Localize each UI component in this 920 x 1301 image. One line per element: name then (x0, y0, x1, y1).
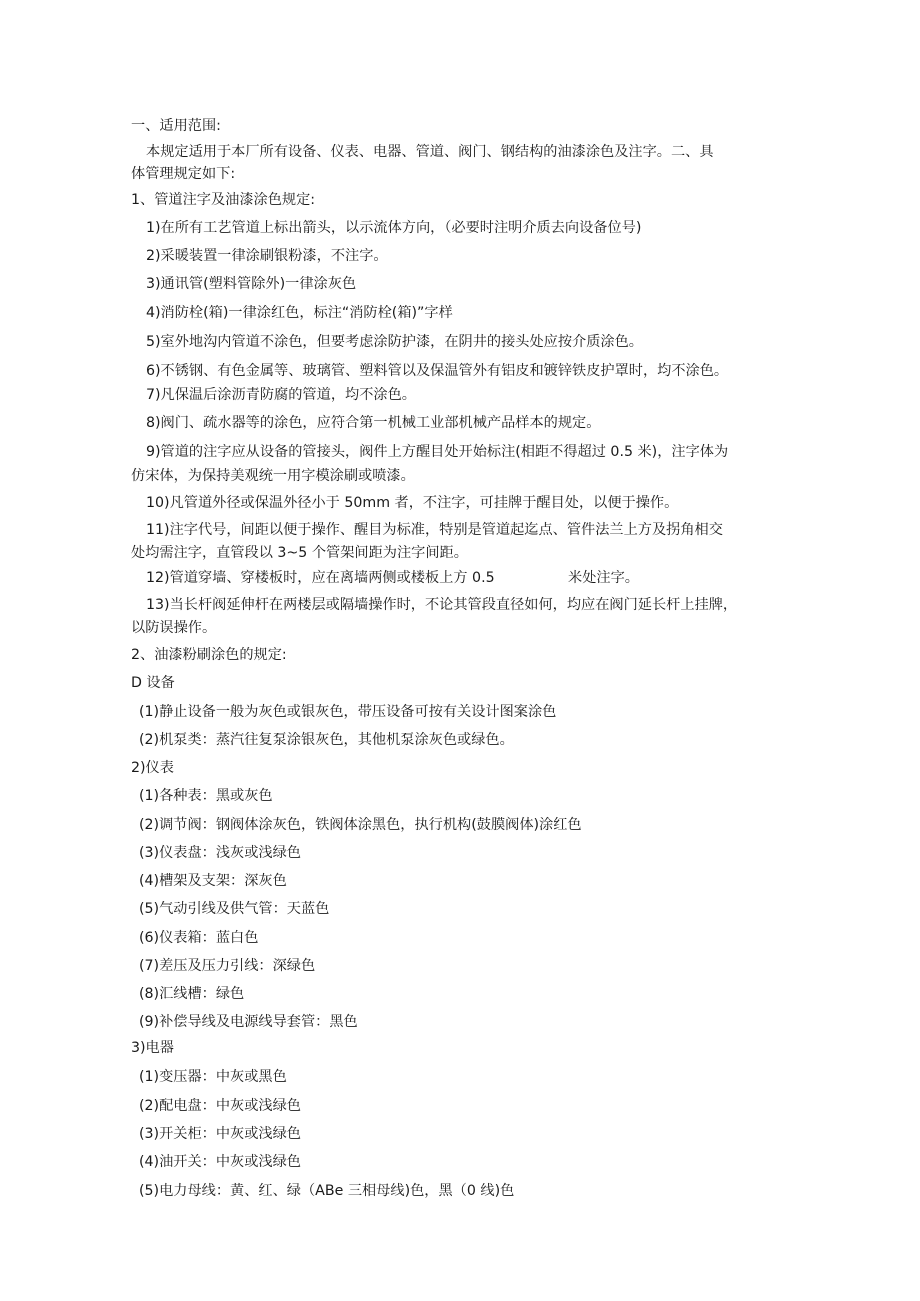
electrical-item: (4)油开关：中灰或浅绿色 (139, 1154, 301, 1170)
pipe-rule-item: 4)消防栓(箱)一律涂红色，标注“消防栓(箱)”字样 (146, 305, 453, 321)
equipment-item: (2)机泵类：蒸汽往复泵涂银灰色，其他机泵涂灰色或绿色。 (139, 732, 514, 748)
pipe-rule-item: 12)管道穿墙、穿楼板时，应在离墙两侧或楼板上方 0.5 (146, 570, 495, 586)
instrument-item: (4)槽架及支架：深灰色 (139, 873, 287, 889)
instrument-item: (9)补偿导线及电源线导套管：黑色 (139, 1014, 358, 1030)
instrument-item: (6)仪表箱：蓝白色 (139, 930, 259, 946)
electrical-item: (3)开关柜：中灰或浅绿色 (139, 1126, 301, 1142)
pipe-rule-item-continuation: 以防误操作。 (131, 620, 217, 636)
equipment-item: (1)静止设备一般为灰色或银灰色，带压设备可按有关设计图案涂色 (139, 704, 557, 720)
pipe-rule-item-fragment: 米处注字。 (568, 570, 639, 586)
pipe-rule-item: 8)阀门、疏水器等的涂色，应符合第一机械工业部机械产品样本的规定。 (146, 415, 601, 431)
electrical-item: (5)电力母线：黄、红、绿（ABe 三相母线)色，黑（0 线)色 (139, 1183, 515, 1199)
scope-paragraph-line: 本规定适用于本厂所有设备、仪表、电器、管道、阀门、钢结构的油漆涂色及注字。二、具 (146, 144, 714, 160)
pipe-rule-item: 13)当长杆阀延伸杆在两楼层或隔墙操作时，不论其管段直径如何，均应在阀门延长杆上挂牌， (146, 597, 738, 613)
pipe-rule-item: 5)室外地沟内管道不涂色，但要考虑涂防护漆，在阴井的接头处应按介质涂色。 (146, 334, 643, 350)
equipment-subheading: D 设备 (131, 675, 175, 691)
instrument-item: (2)调节阀：钢阀体涂灰色，铁阀体涂黑色，执行机构(鼓膜阀体)涂红色 (139, 817, 582, 833)
pipe-rule-item: 3)通讯管(塑料管除外)一律涂灰色 (146, 276, 357, 292)
pipe-rule-item: 11)注字代号，间距以便于操作、醒目为标准，特别是管道起迄点、管件法兰上方及拐角相交 (146, 522, 723, 538)
pipe-rule-item-continuation: 仿宋体，为保持美观统一用字模涂刷或喷漆。 (131, 468, 415, 484)
paint-section-heading: 2、油漆粉刷涂色的规定: (131, 647, 287, 663)
instrument-item: (8)汇线槽：绿色 (139, 986, 245, 1002)
instrument-item: (1)各种表：黑或灰色 (139, 788, 273, 804)
instrument-item: (5)气动引线及供气管：天蓝色 (139, 901, 330, 917)
pipe-rule-item: 10)凡管道外径或保温外径小于 50mm 者，不注字，可挂牌于醒目处，以便于操作。 (146, 495, 679, 511)
pipe-rule-item: 6)不锈钢、有色金属等、玻璃管、塑料管以及保温管外有铝皮和镀锌铁皮护罩时，均不涂色。 (146, 363, 729, 379)
scope-paragraph-line: 体管理规定如下: (131, 166, 236, 182)
instrument-item: (7)差压及压力引线：深绿色 (139, 958, 316, 974)
pipe-rule-item: 1)在所有工艺管道上标出箭头，以示流体方向，（必要时注明介质去向设备位号) (146, 220, 642, 236)
pipe-section-heading: 1、管道注字及油漆涂色规定: (131, 192, 316, 208)
electrical-item: (1)变压器：中灰或黑色 (139, 1069, 287, 1085)
pipe-rule-item: 7)凡保温后涂沥青防腐的管道，均不涂色。 (146, 387, 416, 403)
scope-heading: 一、适用范围: (131, 118, 221, 134)
pipe-rule-item: 2)采暖装置一律涂刷银粉漆，不注字。 (146, 248, 388, 264)
electrical-item: (2)配电盘：中灰或浅绿色 (139, 1098, 301, 1114)
instrument-subheading: 2)仪表 (131, 760, 174, 776)
pipe-rule-item: 9)管道的注字应从设备的管接头，阀件上方醒目处开始标注(相距不得超过 0.5 米)，注字体为 (146, 444, 729, 460)
electrical-subheading: 3)电器 (131, 1040, 174, 1056)
pipe-rule-item-continuation: 处均需注字，直管段以 3~5 个管架间距为注字间距。 (131, 545, 468, 561)
instrument-item: (3)仪表盘：浅灰或浅绿色 (139, 845, 301, 861)
